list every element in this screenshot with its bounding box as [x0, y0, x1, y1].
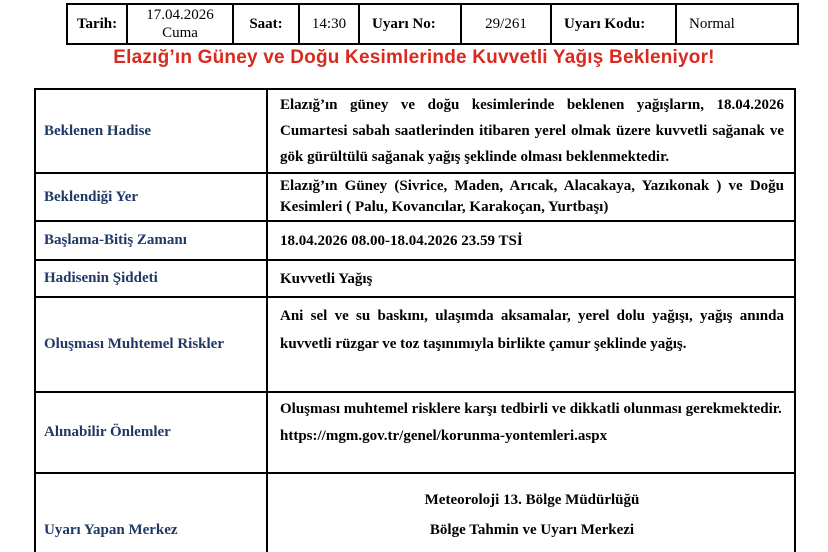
tarih-label-cell: Tarih:	[67, 4, 127, 44]
tarih-date: 17.04.2026	[146, 7, 214, 23]
tarih-weekday: Cuma	[162, 25, 198, 41]
saat-label-cell: Saat:	[233, 4, 299, 44]
merkez-line-2: Bölge Tahmin ve Uyarı Merkezi	[429, 522, 635, 538]
uyari-kodu-value-cell: Normal	[676, 4, 798, 44]
row-content-beklenen-hadise: Elazığ’ın güney ve doğu kesimlerinde beklenen yağışların, 18.04.2026 Cumartesi sabah saatlerinden itibaren yerel olmak üzere kuvvetli sağanak ve gök gürültülü sağanak yağış şeklinde olması beklenmektedir.	[267, 89, 795, 173]
uyari-no-label-cell: Uyarı No:	[359, 4, 461, 44]
row-content-muhtemel-riskler: Ani sel ve su baskını, ulaşımda aksamalar, yerel dolu yağışı, yağış anında kuvvetli rüzgar ve toz taşınımıyla birlikte çamur şeklinde yağış.	[267, 297, 795, 392]
table-row-hadisenin-siddeti	[35, 260, 795, 297]
row-content-uyari-yapan-merkez	[267, 473, 795, 552]
warning-title: Elazığ’ın Güney ve Doğu Kesimlerinde Kuvvetli Yağış Bekleniyor!	[113, 47, 715, 68]
onlemler-text: Oluşması muhtemel risklere karşı tedbirli ve dikkatli olunması gerekmektedir.	[280, 401, 782, 417]
saat-value-cell: 14:30	[299, 4, 359, 44]
table-row-uyari-yapan-merkez	[35, 473, 795, 552]
table-row-muhtemel-riskler	[35, 297, 795, 392]
row-content-beklendigi-yer: Elazığ’ın Güney (Sivrice, Maden, Arıcak, Alacakaya, Yazıkonak ) ve Doğu Kesimleri ( Palu, Kovancılar, Karakoçan, Yurtbaşı)	[267, 173, 795, 221]
row-label-hadisenin-siddeti: Hadisenin Şiddeti	[35, 260, 267, 297]
warning-details-table	[34, 88, 796, 552]
row-content-baslama-bitis-zamani: 18.04.2026 08.00-18.04.2026 23.59 TSİ	[267, 221, 795, 260]
row-label-muhtemel-riskler: Oluşması Muhtemel Riskler	[35, 297, 267, 392]
uyari-kodu-label-cell: Uyarı Kodu:	[551, 4, 676, 44]
row-content-hadisenin-siddeti: Kuvvetli Yağış	[267, 260, 795, 297]
row-content-alinabilir-onlemler	[267, 392, 795, 473]
row-label-uyari-yapan-merkez: Uyarı Yapan Merkez	[35, 473, 267, 552]
row-label-alinabilir-onlemler: Alınabilir Önlemler	[35, 392, 267, 473]
korunma-yontemleri-url: https://mgm.gov.tr/genel/korunma-yontemleri.aspx	[280, 428, 608, 444]
header-info-table	[66, 3, 799, 45]
table-row-beklendigi-yer	[35, 173, 795, 221]
tarih-value-cell	[127, 4, 233, 44]
table-row-beklenen-hadise	[35, 89, 795, 173]
row-label-beklenen-hadise: Beklenen Hadise	[35, 89, 267, 173]
row-label-beklendigi-yer: Beklendiği Yer	[35, 173, 267, 221]
header-info-row	[67, 4, 798, 44]
table-row-alinabilir-onlemler	[35, 392, 795, 473]
uyari-no-value-cell: 29/261	[461, 4, 551, 44]
table-row-baslama-bitis-zamani	[35, 221, 795, 260]
row-label-baslama-bitis-zamani: Başlama-Bitiş Zamanı	[35, 221, 267, 260]
merkez-line-1: Meteoroloji 13. Bölge Müdürlüğü	[424, 492, 640, 508]
